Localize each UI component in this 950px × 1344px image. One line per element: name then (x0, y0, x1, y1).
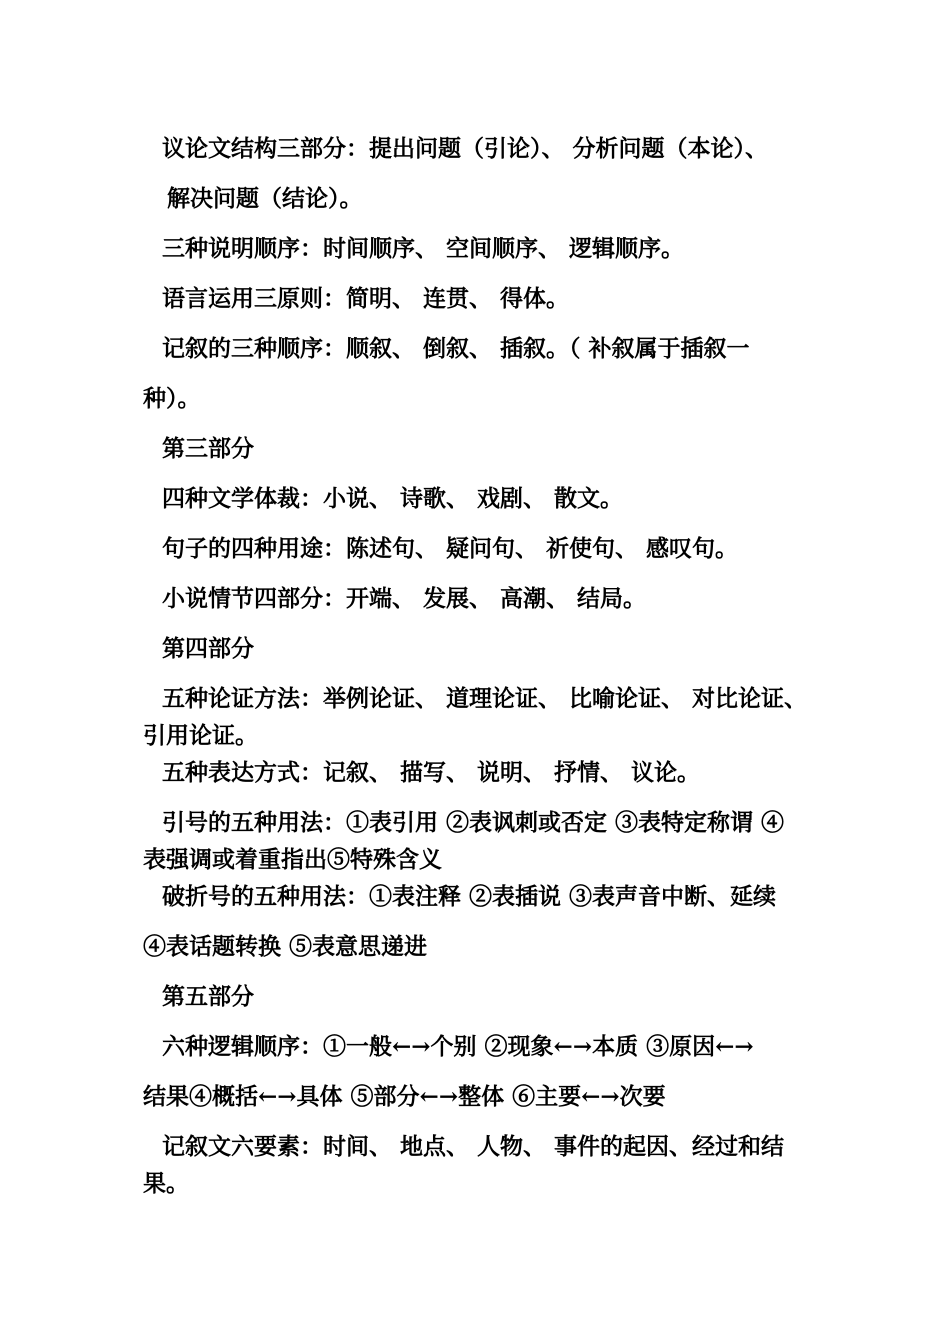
section-heading-part-four: 第四部分 (162, 635, 254, 662)
text-line-narration-order: 记叙的三种顺序：顺叙、 倒叙、 插叙。（ 补叙属于插叙一 (162, 335, 750, 362)
text-line-sentence-uses: 句子的四种用途：陈述句、 疑问句、 祈使句、 感叹句。 (162, 535, 739, 562)
text-line-argument-methods: 五种论证方法：举例论证、 道理论证、 比喻论证、 对比论证、 (162, 685, 808, 712)
text-line-quotation-mark-uses: 引号的五种用法：①表引用 ②表讽刺或否定 ③表特定称谓 ④ (162, 809, 785, 836)
text-line-dash-uses: 破折号的五种用法：①表注释 ②表插说 ③表声音中断、延续 (162, 883, 777, 910)
text-line-plot-parts: 小说情节四部分：开端、 发展、 高潮、 结局。 (162, 585, 647, 612)
text-line-expression-modes: 五种表达方式：记叙、 描写、 说明、 抒情、 议论。 (162, 759, 701, 786)
text-line-logical-orders-cont: 结果④概括←→具体 ⑤部分←→整体 ⑥主要←→次要 (143, 1083, 666, 1110)
text-line-literary-genres: 四种文学体裁：小说、 诗歌、 戏剧、 散文。 (162, 485, 624, 512)
text-line-narration-order-cont: 种）。 (143, 385, 201, 412)
text-line-logical-orders: 六种逻辑顺序：①一般←→个别 ②现象←→本质 ③原因←→ (162, 1033, 754, 1060)
text-line-narrative-elements: 记叙文六要素：时间、 地点、 人物、 事件的起因、经过和结 (162, 1133, 785, 1160)
text-line-essay-structure-cont: 解决问题（结论）。 (167, 185, 363, 212)
text-line-dash-uses-cont: ④表话题转换 ⑤表意思递进 (143, 933, 428, 960)
text-line-essay-structure: 议论文结构三部分：提出问题（引论）、 分析问题（本论）、 (162, 135, 769, 162)
text-line-narrative-elements-cont: 果。 (143, 1170, 189, 1197)
text-line-language-principles: 语言运用三原则：简明、 连贯、 得体。 (162, 285, 570, 312)
text-line-argument-methods-cont: 引用论证。 (143, 722, 258, 749)
section-heading-part-five: 第五部分 (162, 983, 254, 1010)
text-line-quotation-mark-uses-cont: 表强调或着重指出⑤特殊含义 (143, 846, 442, 873)
text-line-explanation-order: 三种说明顺序：时间顺序、 空间顺序、 逻辑顺序。 (162, 235, 685, 262)
section-heading-part-three: 第三部分 (162, 435, 254, 462)
